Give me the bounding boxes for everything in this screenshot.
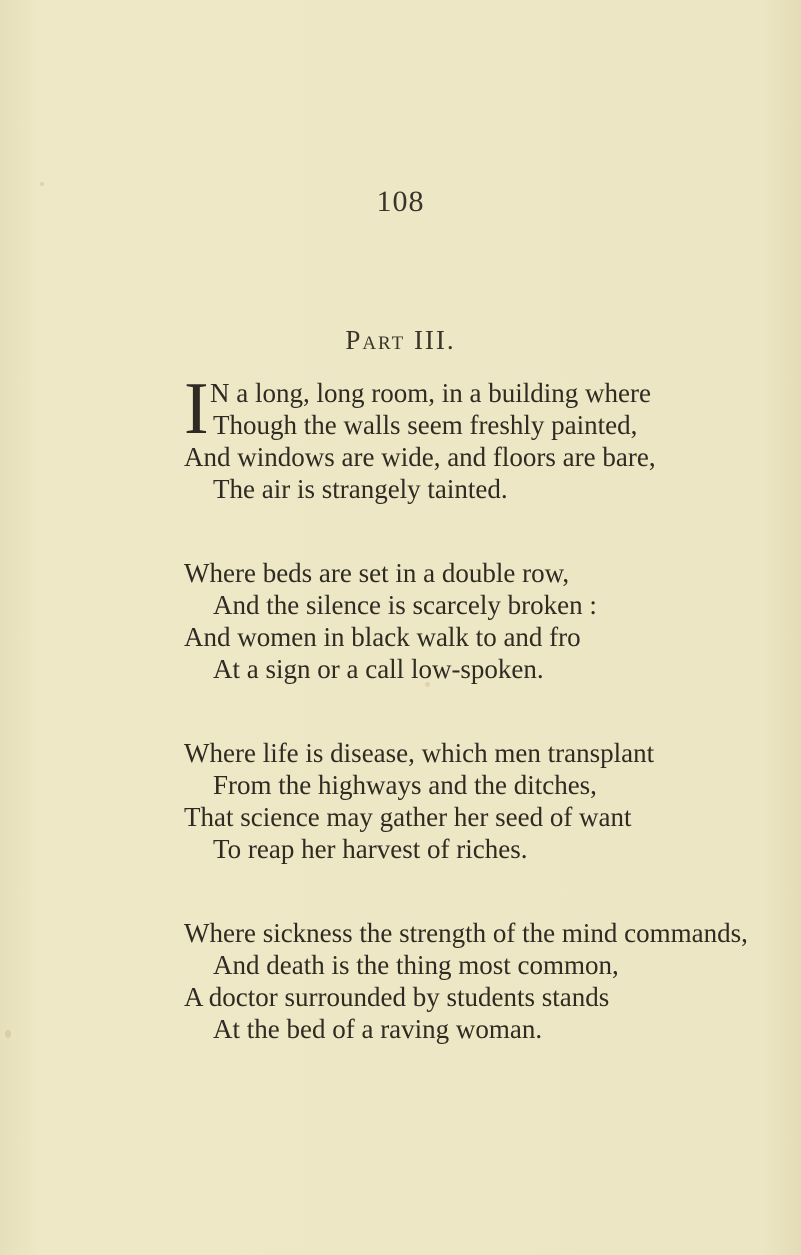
paper-stain bbox=[5, 1030, 11, 1038]
poem-line: The air is strangely tainted. bbox=[213, 474, 508, 504]
poem-line: And women in black walk to and fro bbox=[184, 622, 581, 652]
poem-line: And death is the thing most common, bbox=[213, 950, 619, 980]
stanza bbox=[184, 917, 794, 1045]
part-title: Part III. bbox=[345, 325, 456, 355]
poem-line: Though the walls seem freshly painted, bbox=[213, 410, 638, 440]
poem bbox=[184, 368, 794, 1097]
poem-line: At a sign or a call low-spoken. bbox=[213, 654, 544, 684]
stanza bbox=[184, 557, 794, 685]
poem-line: To reap her harvest of riches. bbox=[213, 834, 528, 864]
poem-line: Where life is disease, which men transplant bbox=[184, 738, 655, 768]
poem-line: And the silence is scarcely broken : bbox=[213, 590, 597, 620]
poem-line: A doctor surrounded by students stands bbox=[184, 982, 610, 1012]
poem-line: And windows are wide, and floors are bare, bbox=[184, 442, 656, 472]
poem-line: From the highways and the ditches, bbox=[213, 770, 597, 800]
poem-line: At the bed of a raving woman. bbox=[213, 1014, 543, 1044]
poem-line-text: N a long, long room, in a building where bbox=[210, 378, 651, 408]
stanza bbox=[184, 368, 794, 505]
poem-line: Where sickness the strength of the mind commands, bbox=[184, 918, 748, 948]
drop-cap: I bbox=[184, 368, 209, 450]
page-number: 108 bbox=[376, 185, 425, 218]
stanza bbox=[184, 737, 794, 865]
poem-line: Where beds are set in a double row, bbox=[184, 558, 570, 588]
poem-line: That science may gather her seed of want bbox=[184, 802, 632, 832]
